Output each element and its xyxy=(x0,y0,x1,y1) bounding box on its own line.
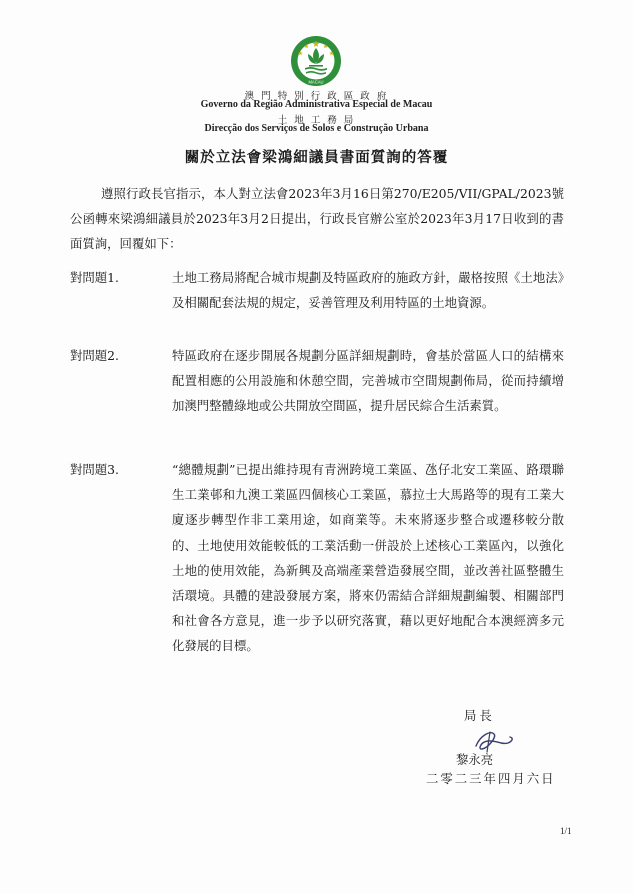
government-name-chinese: 澳 門 特 別 行 政 區 政 府 xyxy=(244,91,389,102)
signatory-name: 黎永亮 xyxy=(456,752,494,767)
intro-paragraph: 遵照行政長官指示，本人對立法會2023年3月16日第270/E205/VII/GPAL/2023號公函轉來梁鴻細議員於2023年3月2日提出，行政長官辦公室於2023年3月17日收到的書面質詢，回覆如下： xyxy=(70,186,564,252)
department-name-chinese: 土 地 工 務 局 xyxy=(277,115,356,126)
signature-date: 二零二三年四月六日 xyxy=(426,771,556,786)
government-name-portuguese: Governo da Região Administrativa Especial de Macau xyxy=(200,99,433,110)
answer-1-text: 土地工務局將配合城市規劃及特區政府的施政方針，嚴格按照《土地法》及相關配套法規的規定，妥善管理及利用特區的土地資源。 xyxy=(172,270,564,311)
svg-text:MACAU: MACAU xyxy=(308,79,324,85)
answer-3-text: “總體規劃”已提出維持現有青洲跨境工業區、氹仔北安工業區、路環聯生工業邨和九澳工業區四個核心工業區，慕拉士大馬路等的現有工業大廈逐步轉型作非工業用途，如商業等。未來將逐步整合或遷移較分散的、土地使用效能較低的工業活動一併設於上述核心工業區內，以強化土地的使用效能，為新興及高端產業營造發展空間，並改善社區整體生活環境。具體的建設發展方案，將來仍需結合詳細規劃編製、相關部門和社會各方意見，進一步予以研究落實，藉以更好地配合本澳經濟多元化發展的目標。 xyxy=(172,462,564,654)
signatory-title: 局長 xyxy=(464,708,495,723)
answer-2-text: 特區政府在逐步開展各規劃分區詳細規劃時，會基於當區人口的結構來配置相應的公用設施和休憩空間，完善城市空間規劃佈局，從而持續增加澳門整體綠地或公共開放空間區，提升居民綜合生活素質。 xyxy=(172,348,564,414)
page-number: 1/1 xyxy=(560,826,572,836)
department-name-portuguese: Direcção dos Serviços de Solos e Construção Urbana xyxy=(204,123,429,134)
answer-3-label: 對問題3. xyxy=(70,462,119,477)
document-title: 關於立法會梁鴻細議員書面質詢的答覆 xyxy=(184,149,449,166)
answer-2-label: 對問題2. xyxy=(70,348,119,363)
answer-1-label: 對問題1. xyxy=(70,270,119,285)
macau-emblem-icon xyxy=(289,34,343,88)
